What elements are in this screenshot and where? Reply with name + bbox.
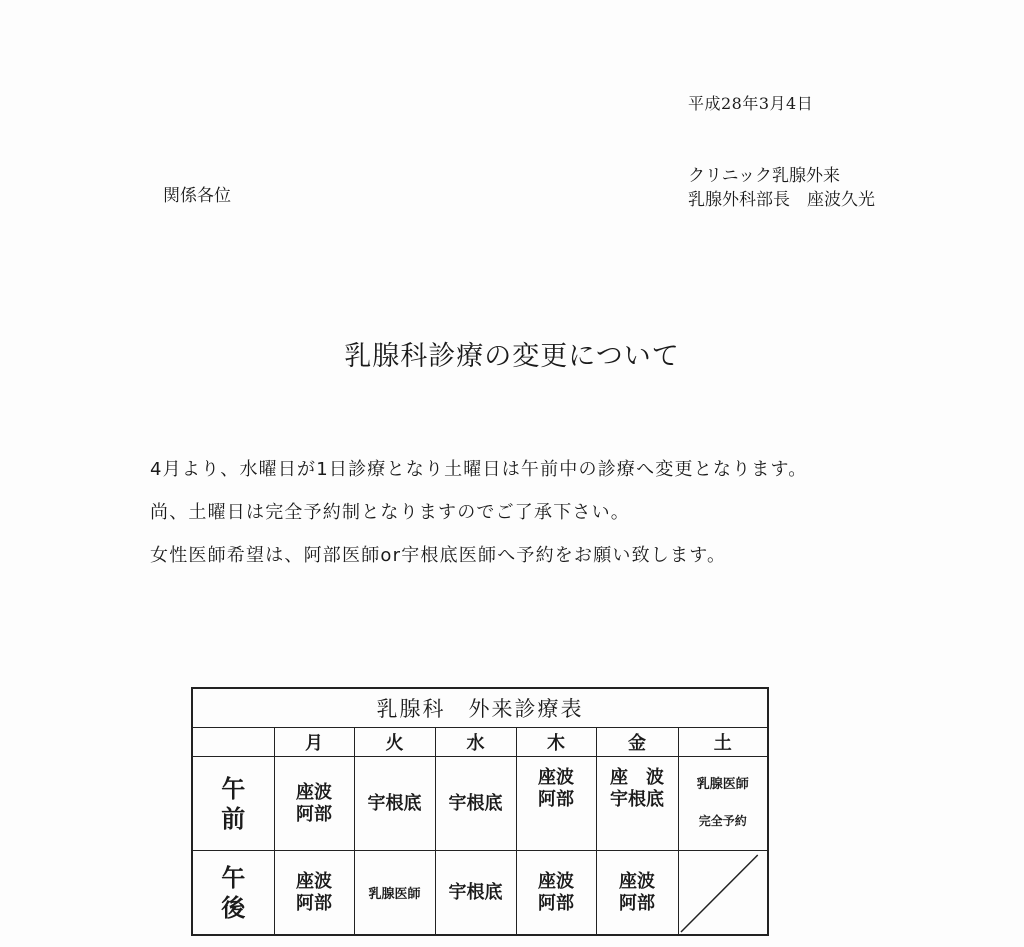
day-header: 木 xyxy=(516,728,596,757)
schedule-caption: 乳腺科 外来診療表 xyxy=(192,688,768,728)
outpatient-schedule-table xyxy=(191,687,769,936)
notice-line: 4月より、水曜日が1日診療となり土曜日は午前中の診療へ変更となります。 xyxy=(150,459,808,480)
am-thu-cell: 座波 阿部 xyxy=(516,757,596,851)
notice-body xyxy=(150,448,807,577)
document-date: 平成28年3月4日 xyxy=(688,94,814,113)
pm-wed-cell: 宇根底 xyxy=(435,851,516,936)
period-label-pm: 午 後 xyxy=(192,851,274,936)
pm-mon-cell: 座波 阿部 xyxy=(274,851,354,936)
am-tue-cell: 宇根底 xyxy=(354,757,435,851)
am-fri-cell: 座 波 宇根底 xyxy=(596,757,678,851)
morning-row xyxy=(192,757,768,851)
day-header: 月 xyxy=(274,728,354,757)
notice-line: 女性医師希望は、阿部医師or宇根底医師へ予約をお願い致します。 xyxy=(150,545,727,566)
am-sat-cell xyxy=(678,757,768,851)
sender-name: 乳腺外科部長 座波久光 xyxy=(688,190,875,210)
day-header: 火 xyxy=(354,728,435,757)
pm-fri-cell: 座波 阿部 xyxy=(596,851,678,936)
day-header: 土 xyxy=(678,728,768,757)
sender-organization: クリニック乳腺外来 xyxy=(688,166,840,186)
sat-reservation-note: 完全予約 xyxy=(698,813,747,828)
am-wed-cell: 宇根底 xyxy=(435,757,516,851)
am-mon-cell: 座波 阿部 xyxy=(274,757,354,851)
addressee: 関係各位 xyxy=(163,186,231,206)
notice-line: 尚、土曜日は完全予約制となりますのでご了承下さい。 xyxy=(150,502,630,523)
pm-tue-cell: 乳腺医師 xyxy=(354,851,435,936)
weekday-header-row xyxy=(192,728,768,757)
sender-block xyxy=(688,164,875,212)
day-header: 水 xyxy=(435,728,516,757)
closed-diagonal-slash xyxy=(679,851,768,934)
period-label-am: 午 前 xyxy=(192,757,274,851)
sat-doctor-label: 乳腺医師 xyxy=(696,776,749,792)
day-header: 金 xyxy=(596,728,678,757)
corner-cell xyxy=(192,728,274,757)
pm-thu-cell: 座波 阿部 xyxy=(516,851,596,936)
pm-sat-closed-cell xyxy=(678,851,768,936)
afternoon-row xyxy=(192,851,768,936)
document-title: 乳腺科診療の変更について xyxy=(344,341,680,372)
